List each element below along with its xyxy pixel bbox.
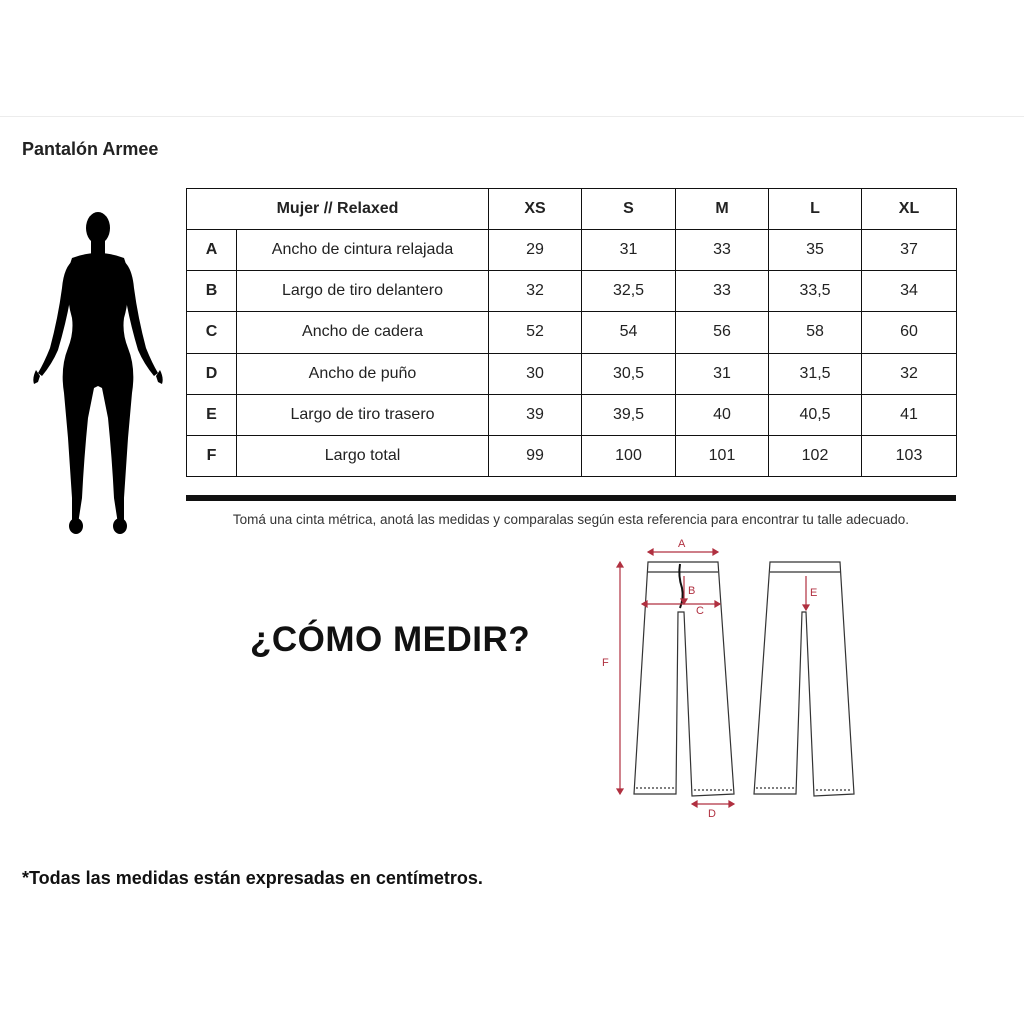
female-silhouette-icon <box>28 208 170 538</box>
table-cell: 103 <box>862 435 957 476</box>
table-cell: 39 <box>489 394 582 435</box>
product-title: Pantalón Armee <box>22 139 159 159</box>
size-header-l: L <box>769 189 862 230</box>
size-header-m: M <box>676 189 769 230</box>
table-cell: 40,5 <box>769 394 862 435</box>
row-code: D <box>187 353 237 394</box>
table-row <box>187 271 957 312</box>
table-row <box>187 353 957 394</box>
measurement-lines <box>617 549 809 807</box>
pants-back-outline <box>754 562 854 796</box>
size-header-s: S <box>582 189 676 230</box>
row-measure-name: Ancho de cadera <box>237 312 489 353</box>
table-cell: 41 <box>862 394 957 435</box>
table-cell: 35 <box>769 230 862 271</box>
top-divider <box>0 116 1024 117</box>
row-code: B <box>187 271 237 312</box>
label-e: E <box>810 587 818 599</box>
size-header-xs: XS <box>489 189 582 230</box>
row-code: E <box>187 394 237 435</box>
size-header-xl: XL <box>862 189 957 230</box>
table-cell: 54 <box>582 312 676 353</box>
table-cell: 99 <box>489 435 582 476</box>
table-cell: 29 <box>489 230 582 271</box>
table-cell: 52 <box>489 312 582 353</box>
table-row <box>187 435 957 476</box>
row-measure-name: Ancho de cintura relajada <box>237 230 489 271</box>
row-code: A <box>187 230 237 271</box>
table-cell: 31 <box>582 230 676 271</box>
table-cell: 30 <box>489 353 582 394</box>
table-cell: 32,5 <box>582 271 676 312</box>
label-a: A <box>678 538 686 550</box>
row-measure-name: Largo total <box>237 435 489 476</box>
size-table <box>186 188 957 477</box>
table-header-row <box>187 189 957 230</box>
table-cell: 100 <box>582 435 676 476</box>
row-code: F <box>187 435 237 476</box>
table-cell: 33,5 <box>769 271 862 312</box>
label-d: D <box>708 808 716 820</box>
table-cell: 40 <box>676 394 769 435</box>
row-measure-name: Largo de tiro delantero <box>237 271 489 312</box>
table-cell: 31,5 <box>769 353 862 394</box>
row-measure-name: Ancho de puño <box>237 353 489 394</box>
table-cell: 33 <box>676 271 769 312</box>
table-cell: 32 <box>862 353 957 394</box>
table-cell: 30,5 <box>582 353 676 394</box>
units-footnote: *Todas las medidas están expresadas en centímetros. <box>22 868 483 888</box>
table-cell: 34 <box>862 271 957 312</box>
table-cell: 33 <box>676 230 769 271</box>
pants-measurement-diagram <box>596 532 866 822</box>
table-cell: 101 <box>676 435 769 476</box>
table-row <box>187 394 957 435</box>
table-cell: 32 <box>489 271 582 312</box>
table-row <box>187 230 957 271</box>
table-cell: 39,5 <box>582 394 676 435</box>
table-cell: 102 <box>769 435 862 476</box>
table-cell: 31 <box>676 353 769 394</box>
label-f: F <box>602 657 609 669</box>
label-c: C <box>696 605 704 617</box>
table-header-label: Mujer // Relaxed <box>187 189 489 230</box>
row-measure-name: Largo de tiro trasero <box>237 394 489 435</box>
table-cell: 58 <box>769 312 862 353</box>
table-cell: 37 <box>862 230 957 271</box>
table-cell: 60 <box>862 312 957 353</box>
section-divider <box>186 495 956 501</box>
row-code: C <box>187 312 237 353</box>
label-b: B <box>688 585 696 597</box>
table-cell: 56 <box>676 312 769 353</box>
table-row <box>187 312 957 353</box>
measuring-instruction: Tomá una cinta métrica, anotá las medidas y comparalas según esta referencia para encontrar tu talle adecuado. <box>232 512 910 527</box>
how-to-measure-heading: ¿CÓMO MEDIR? <box>250 620 531 659</box>
